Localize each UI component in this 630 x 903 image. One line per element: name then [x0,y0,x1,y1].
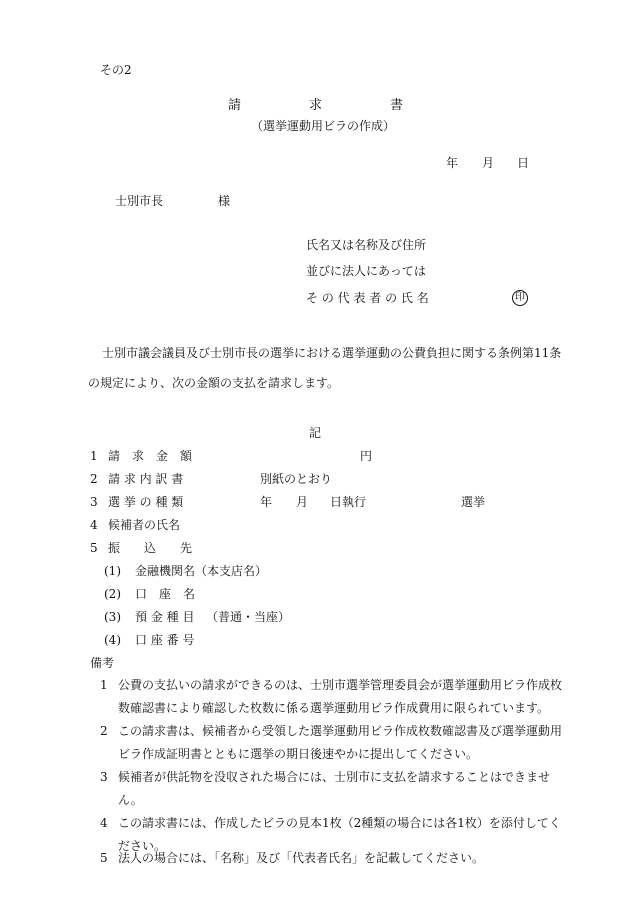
note-2-text: この請求書は、候補者から受領した選挙運動用ビラ作成枚数確認書及び選挙運動用ビラ作成証明書とともに選挙の期日後速やかに提出してください。 [118,724,563,761]
item-1-label: 請 求 金 額 [108,449,193,463]
title-char-2: 求 [309,98,323,113]
item-3-month: 月 [296,495,309,509]
item-4-num: 4 [90,518,98,532]
subitem-1-num: (1) [104,564,121,578]
item-5-num: 5 [90,541,98,555]
item-3-label: 選 挙 の 種 類 [108,495,184,509]
subitem-4-num: (4) [104,633,121,647]
item-3-num: 3 [90,495,98,509]
seal-mark: 印 [512,290,528,306]
form-number: その2 [100,63,132,77]
honorific: 様 [218,194,231,208]
date-day: 日 [517,156,530,170]
note-4-text: この請求書には、作成したビラの見本1枚（2種類の場合には各1枚）を添付してください。 [118,816,561,853]
note-5-num: 5 [100,851,108,865]
subitem-3-label: 預 金 種 目 [135,610,195,624]
applicant-line-1: 氏名又は名称及び住所 [306,238,427,252]
note-1 [100,674,562,720]
applicant-line-3: そ の 代 表 者 の 氏 名 [306,291,429,305]
subtitle: （選挙運動用ビラの作成） [251,119,396,133]
applicant-line-2: 並びに法人にあっては [306,264,426,278]
note-1-text: 公費の支払いの請求ができるのは、士別市選挙管理委員会が選挙運動用ビラ作成枚数確認書により確認した枚数に係る選挙運動用ビラ作成費用に限られています。 [118,678,563,715]
note-2 [100,720,562,766]
note-3-text: 候補者が供託物を没収された場合には、士別市に支払を請求することはできません。 [118,770,551,807]
body-text: 士別市議会議員及び士別市長の選挙における選挙運動の公費負担に関する条例第11条の規定により、次の金額の支払を請求します。 [88,346,562,390]
item-2-value: 別紙のとおり [260,472,333,486]
subitem-4-label: 口 座 番 号 [135,633,195,647]
subitem-2-label: 口 座 名 [135,587,196,601]
note-3-num: 3 [100,770,108,784]
notes-label: 備考 [90,656,115,670]
item-2-label: 請 求 内 訳 書 [108,472,184,486]
item-4-label: 候補者の氏名 [108,518,181,532]
item-5-label: 振 込 先 [108,541,193,555]
note-4-num: 4 [100,816,108,830]
item-1-value: 円 [360,449,373,463]
note-5-text: 法人の場合には、「名称」及び「代表者氏名」を記載してください。 [118,851,485,865]
ki-heading: 記 [309,426,322,440]
note-1-num: 1 [100,678,108,692]
title-char-3: 書 [390,98,404,113]
subitem-1-label: 金融機関名（本支店名） [135,564,268,578]
note-2-num: 2 [100,724,108,738]
note-3 [100,766,562,812]
body-paragraph [88,338,563,398]
subitem-3-num: (3) [104,610,121,624]
item-3-year: 年 [260,495,273,509]
date-year: 年 [446,156,459,170]
item-1-num: 1 [90,449,98,463]
recipient: 士別市長 [115,194,164,208]
title-char-1: 請 [228,98,242,113]
note-5 [100,847,562,870]
subitem-2-num: (2) [104,587,121,601]
item-2-num: 2 [90,472,98,486]
subitem-3-value: （普通・当座） [206,610,291,624]
item-3-day: 日執行 [330,495,367,509]
date-month: 月 [482,156,495,170]
item-3-election: 選挙 [461,495,486,509]
